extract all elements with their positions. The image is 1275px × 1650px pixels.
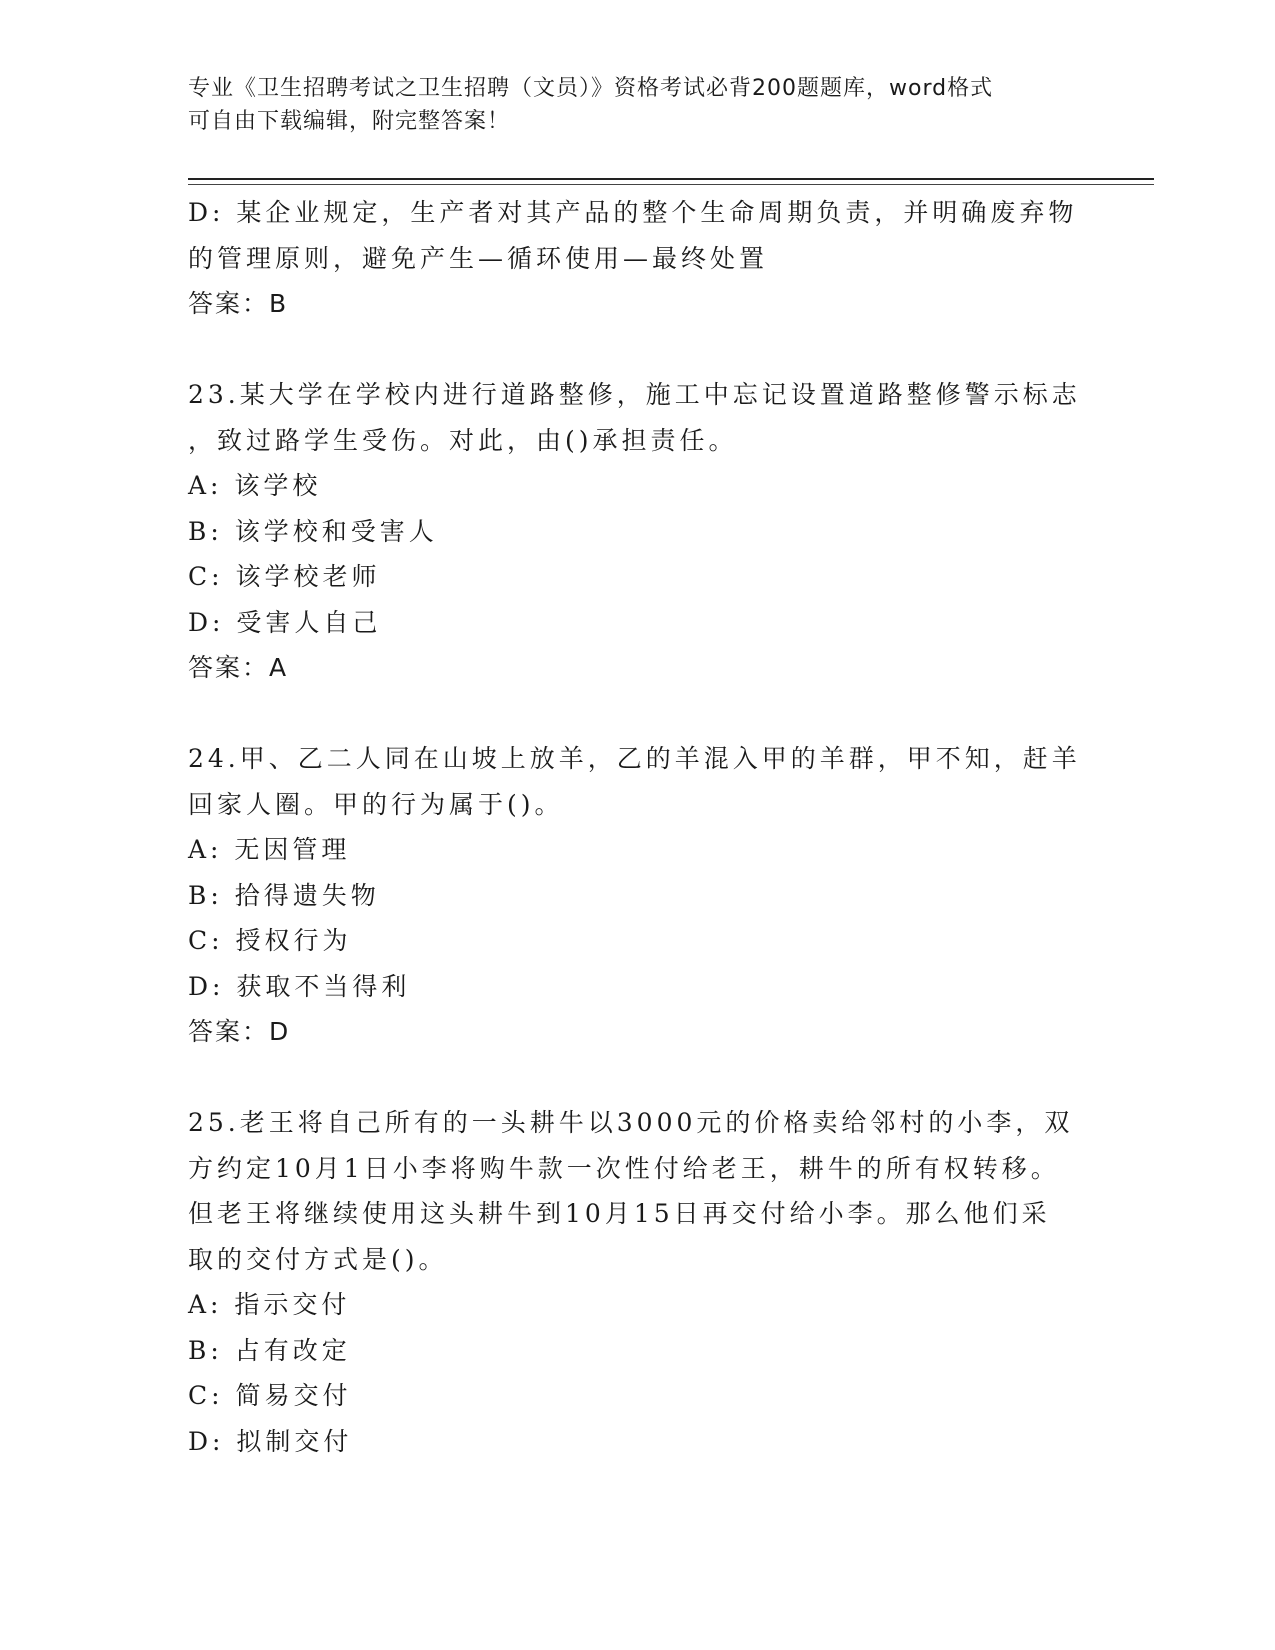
document-header [188, 72, 1088, 138]
spacer [188, 691, 1088, 737]
option-c: C: 简易交付 [188, 1381, 352, 1410]
question-stem-line: 回家人圈。甲的行为属于()。 [188, 789, 564, 819]
header-line-2: 可自由下载编辑，附完整答案！ [188, 109, 511, 134]
question-stem-line: ，致过路学生受伤。对此，由()承担责任。 [188, 425, 738, 455]
spacer [188, 1055, 1088, 1101]
answer-line: 答案：B [188, 289, 289, 318]
option-d-line-1: D: 某企业规定，生产者对其产品的整个生命周期负责，并明确废弃物 [188, 198, 1078, 227]
question-stem-line: 25.老王将自己所有的一头耕牛以3000元的价格卖给邻村的小李，双 [188, 1108, 1074, 1137]
option-c: C: 该学校老师 [188, 562, 381, 591]
option-a: A: 该学校 [188, 471, 322, 500]
header-rule-thick [188, 178, 1154, 180]
question-stem-line: 取的交付方式是()。 [188, 1244, 448, 1274]
spacer [188, 327, 1088, 373]
option-a: A: 指示交付 [188, 1290, 351, 1319]
option-d-line-2: 的管理原则，避免产生—循环使用—最终处置 [188, 243, 769, 273]
question-stem-line: 23.某大学在学校内进行道路整修，施工中忘记设置道路整修警示标志 [188, 380, 1081, 409]
answer-line: 答案：A [188, 653, 289, 682]
header-line-1: 专业《卫生招聘考试之卫生招聘（文员）》资格考试必背200题题库，word格式 [188, 76, 994, 101]
document-body [188, 190, 1088, 1464]
question-23 [188, 372, 1088, 691]
option-a: A: 无因管理 [188, 835, 351, 864]
answer-line: 答案：D [188, 1017, 291, 1046]
option-b: B: 拾得遗失物 [188, 880, 380, 910]
option-b: B: 占有改定 [188, 1335, 351, 1365]
question-25 [188, 1100, 1088, 1464]
question-24 [188, 736, 1088, 1055]
header-rule-thin [188, 184, 1154, 185]
option-d: D: 获取不当得利 [188, 971, 411, 1001]
question-stem-line: 但老王将继续使用这头耕牛到10月15日再交付给小李。那么他们采 [188, 1199, 1051, 1228]
question-stem-line: 24.甲、乙二人同在山坡上放羊，乙的羊混入甲的羊群，甲不知，赶羊 [188, 744, 1081, 773]
question-stem-line: 方约定10月1日小李将购牛款一次性付给老王，耕牛的所有权转移。 [188, 1153, 1060, 1183]
option-d: D: 受害人自己 [188, 607, 382, 637]
option-c: C: 授权行为 [188, 926, 352, 955]
option-d: D: 拟制交付 [188, 1426, 353, 1456]
option-b: B: 该学校和受害人 [188, 516, 438, 546]
